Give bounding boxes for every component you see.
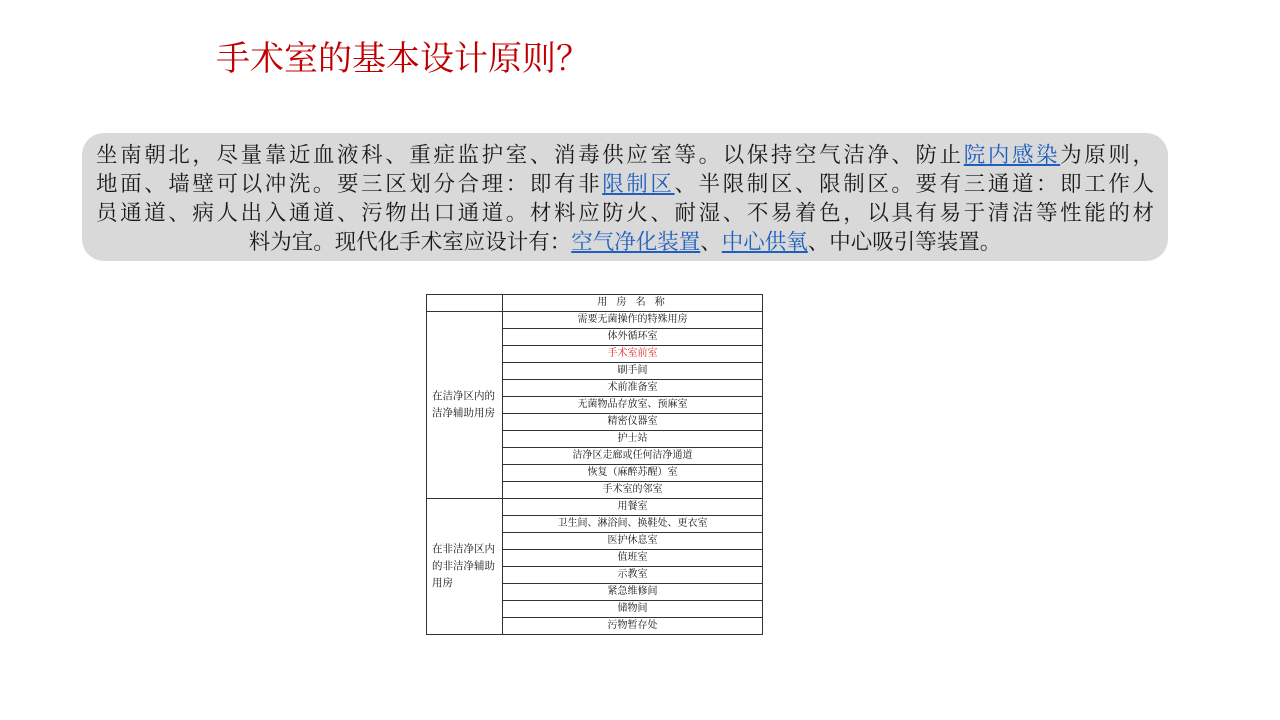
link-nosocomial-infection[interactable]: 院内感染 (963, 143, 1061, 168)
callout-text: 、 (700, 230, 722, 255)
link-air-purification[interactable]: 空气净化装置 (571, 230, 701, 255)
room-name-cell: 手术室前室 (503, 346, 763, 363)
room-name-cell: 术前准备室 (503, 380, 763, 397)
design-principles-callout (82, 133, 1168, 261)
table-row (427, 312, 763, 329)
room-table (426, 294, 763, 635)
room-table-image (426, 294, 763, 635)
room-name-cell: 紧急维修间 (503, 584, 763, 601)
room-name-cell: 恢复（麻醉苏醒）室 (503, 465, 763, 482)
room-name-cell: 体外循环室 (503, 329, 763, 346)
room-name-cell: 需要无菌操作的特殊用房 (503, 312, 763, 329)
callout-line-4 (96, 228, 1154, 257)
link-central-oxygen[interactable]: 中心供氧 (721, 230, 808, 255)
room-name-cell: 用餐室 (503, 499, 763, 516)
callout-text: 地面、墙壁可以冲洗。要三区划分合理：即有非 (96, 172, 603, 197)
callout-line-2 (96, 170, 1154, 199)
room-name-cell: 医护休息室 (503, 533, 763, 550)
table-header-empty (427, 295, 503, 312)
room-name-cell: 洁净区走廊或任何洁净通道 (503, 448, 763, 465)
table-header-room-name: 用 房 名 称 (503, 295, 763, 312)
callout-text: 料为宜。现代化手术室应设计有： (248, 230, 572, 255)
callout-text: 、半限制区、限制区。要有三通道：即工作人 (674, 172, 1154, 197)
slide-title: 手术室的基本设计原则？ (216, 39, 590, 79)
table-row (427, 499, 763, 516)
callout-text: 、中心吸引等装置。 (807, 230, 1002, 255)
room-name-cell: 示教室 (503, 567, 763, 584)
room-name-cell: 手术室的邻室 (503, 482, 763, 499)
callout-text: 为原则， (1060, 143, 1154, 168)
link-restricted-area[interactable]: 限制区 (602, 172, 675, 197)
room-name-cell: 刷手间 (503, 363, 763, 380)
room-name-cell: 值班室 (503, 550, 763, 567)
table-header-row (427, 295, 763, 312)
room-name-cell: 精密仪器室 (503, 414, 763, 431)
room-name-cell: 无菌物品存放室、预麻室 (503, 397, 763, 414)
room-name-cell: 储物间 (503, 601, 763, 618)
room-name-cell: 污物暂存处 (503, 618, 763, 635)
callout-line-1 (96, 141, 1154, 170)
group-label: 在洁净区内的洁净辅助用房 (427, 312, 503, 499)
room-name-cell: 护士站 (503, 431, 763, 448)
room-name-cell: 卫生间、淋浴间、换鞋处、更衣室 (503, 516, 763, 533)
callout-text: 坐南朝北，尽量靠近血液科、重症监护室、消毒供应室等。以保持空气洁净、防止 (96, 143, 964, 168)
callout-line-3: 员通道、病人出入通道、污物出口通道。材料应防火、耐湿、不易着色，以具有易于清洁等性能的材 (96, 201, 1154, 226)
group-label: 在非洁净区内的非洁净辅助用房 (427, 499, 503, 635)
